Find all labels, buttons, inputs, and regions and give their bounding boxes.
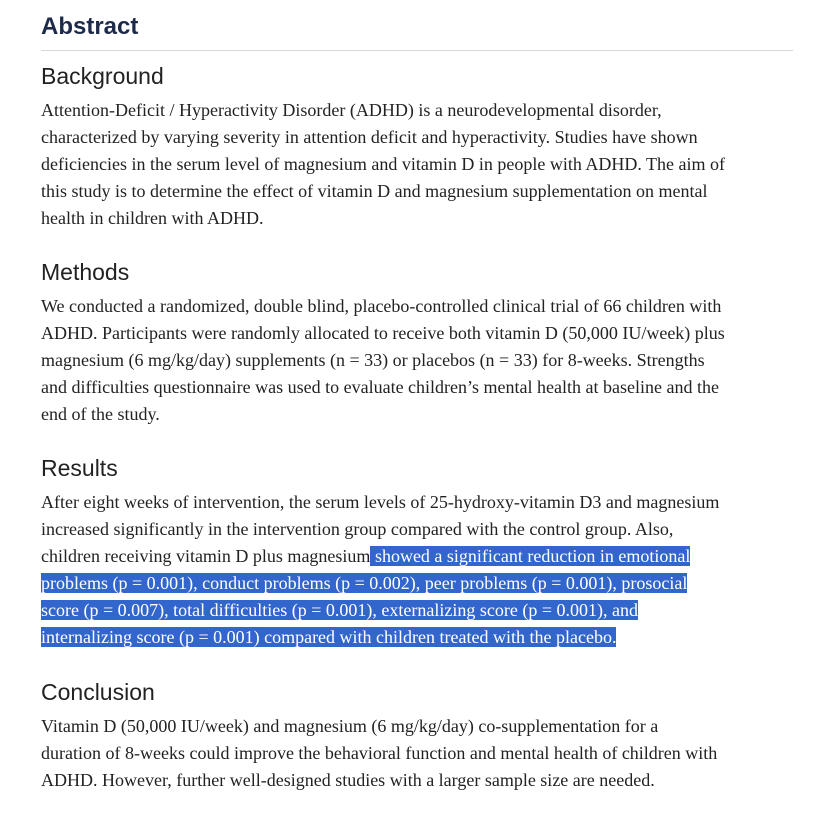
section-heading-conclusion: Conclusion bbox=[41, 679, 155, 705]
selected-text[interactable]: score (p = 0.007), total difficulties (p = 0.001), externalizing score (p = 0.001), and bbox=[41, 600, 638, 620]
text-line: Vitamin D (50,000 IU/week) and magnesium (6 mg/kg/day) co-supplementation for a bbox=[41, 716, 659, 736]
text-line: characterized by varying severity in attention deficit and hyperactivity. Studies have shown bbox=[41, 127, 698, 147]
section-body-background[interactable] bbox=[41, 97, 793, 232]
section-heading-background: Background bbox=[41, 63, 164, 89]
text-line: ADHD. Participants were randomly allocated to receive both vitamin D (50,000 IU/week) plus bbox=[41, 323, 725, 343]
selected-text[interactable]: showed a significant reduction in emotional bbox=[370, 546, 691, 566]
section-background bbox=[41, 61, 793, 232]
text-line bbox=[41, 570, 793, 597]
section-body-conclusion[interactable] bbox=[41, 713, 793, 794]
text-line: increased significantly in the intervention group compared with the control group. Also, bbox=[41, 519, 674, 539]
text-line: ADHD. However, further well-designed studies with a larger sample size are needed. bbox=[41, 770, 655, 790]
abstract-title: Abstract bbox=[41, 0, 793, 51]
text-line: magnesium (6 mg/kg/day) supplements (n = 33) or placebos (n = 33) for 8-weeks. Strengths bbox=[41, 350, 705, 370]
section-body-results[interactable] bbox=[41, 489, 793, 651]
text-line: deficiencies in the serum level of magnesium and vitamin D in people with ADHD. The aim of bbox=[41, 154, 725, 174]
selected-text[interactable]: internalizing score (p = 0.001) compared with children treated with the placebo. bbox=[41, 627, 617, 647]
text-line bbox=[41, 597, 793, 624]
section-methods bbox=[41, 257, 793, 428]
abstract-container bbox=[41, 0, 793, 790]
text-line bbox=[41, 624, 793, 651]
text-line: duration of 8-weeks could improve the behavioral function and mental health of children with bbox=[41, 743, 718, 763]
text-line: We conducted a randomized, double blind, placebo-controlled clinical trial of 66 children with bbox=[41, 296, 722, 316]
section-heading-methods: Methods bbox=[41, 259, 130, 285]
text-line bbox=[41, 543, 793, 570]
text-line: and difficulties questionnaire was used to evaluate children’s mental health at baseline and the bbox=[41, 377, 719, 397]
section-conclusion bbox=[41, 677, 793, 794]
text-segment: children receiving vitamin D plus magnesium bbox=[41, 546, 371, 566]
text-line: After eight weeks of intervention, the serum levels of 25-hydroxy-vitamin D3 and magnesium bbox=[41, 492, 720, 512]
text-line: health in children with ADHD. bbox=[41, 208, 264, 228]
selected-text[interactable]: problems (p = 0.001), conduct problems (p = 0.002), peer problems (p = 0.001), prosocial bbox=[41, 573, 688, 593]
text-line: end of the study. bbox=[41, 404, 160, 424]
text-line: Attention-Deficit / Hyperactivity Disorder (ADHD) is a neurodevelopmental disorder, bbox=[41, 100, 662, 120]
section-heading-results: Results bbox=[41, 455, 118, 481]
section-body-methods[interactable] bbox=[41, 293, 793, 428]
text-line: this study is to determine the effect of vitamin D and magnesium supplementation on mental bbox=[41, 181, 708, 201]
section-results bbox=[41, 453, 793, 651]
